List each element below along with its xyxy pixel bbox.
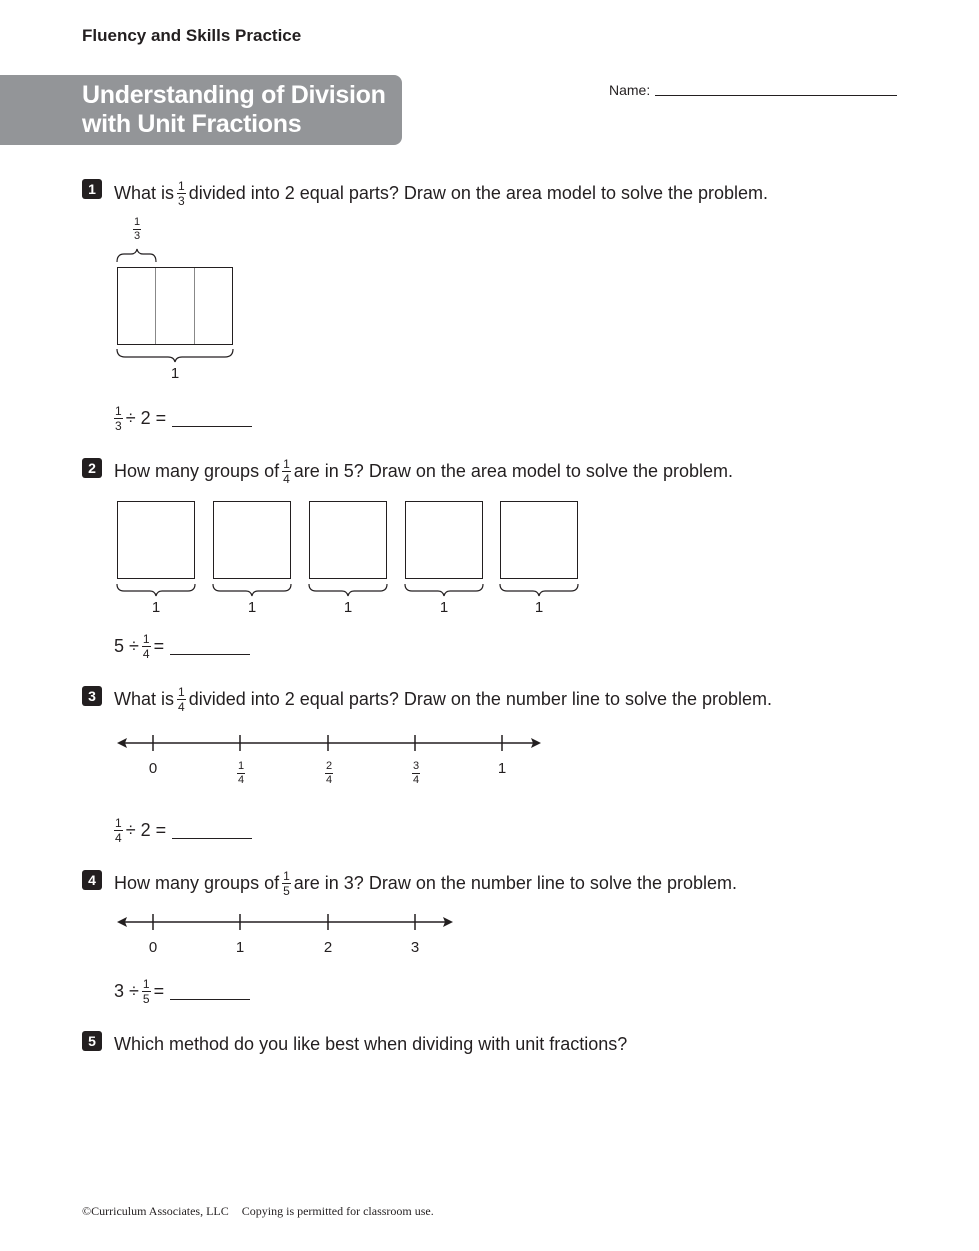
- tick-label-0: 0: [148, 760, 158, 777]
- question-4-text: How many groups of $\frac{1}{5}$ are in 3? Draw on the number line to solve the problem.: [114, 869, 738, 898]
- tick-label-1: 1: [235, 939, 245, 956]
- tick-label-2-4: $\frac{2}{4}$: [326, 760, 333, 786]
- question-3-text: What is $\frac{1}{4}$ divided into 2 equal parts? Draw on the number line to solve the problem.: [114, 685, 773, 714]
- title-line-1: Understanding of Division: [82, 81, 386, 109]
- area-model-bottom-label: 1: [170, 365, 180, 382]
- footer-permission: Copying is permitted for classroom use.: [241, 1204, 434, 1218]
- footer: [82, 1204, 434, 1219]
- tick-label-0: 0: [148, 939, 158, 956]
- question-1-fraction: $\frac{1}{3}$: [178, 179, 185, 208]
- box-label-5: 1: [534, 599, 544, 616]
- tick-label-1: 1: [497, 760, 507, 777]
- question-2-fraction: $\frac{1}{4}$: [283, 457, 290, 486]
- tick-label-3: 3: [410, 939, 420, 956]
- question-5-number: 5: [82, 1031, 102, 1051]
- question-3-fraction: $\frac{1}{4}$: [178, 685, 185, 714]
- section-label: Fluency and Skills Practice: [82, 26, 302, 45]
- question-4-equation: 3 ÷ $\frac{1}{5}$ =: [114, 978, 250, 1005]
- area-model-top-label: $\frac{1}{3}$: [134, 216, 141, 242]
- question-2-number: 2: [82, 458, 102, 478]
- question-2-text: How many groups of $\frac{1}{4}$ are in 5? Draw on the area model to solve the problem.: [114, 457, 734, 486]
- tick-label-1-4: $\frac{1}{4}$: [238, 760, 245, 786]
- title-line-2: with Unit Fractions: [82, 110, 302, 138]
- question-4-fraction: $\frac{1}{5}$: [283, 869, 290, 898]
- box-label-2: 1: [247, 599, 257, 616]
- tick-label-2: 2: [323, 939, 333, 956]
- question-4-number: 4: [82, 870, 102, 890]
- question-3-number: 3: [82, 686, 102, 706]
- footer-copyright: ©Curriculum Associates, LLC: [82, 1204, 229, 1218]
- question-1-equation: $\frac{1}{3}$ ÷ 2 =: [111, 405, 252, 432]
- box-label-4: 1: [439, 599, 449, 616]
- name-label: Name:: [609, 82, 651, 98]
- question-2-equation: 5 ÷ $\frac{1}{4}$ =: [114, 633, 250, 660]
- box-label-1: 1: [151, 599, 161, 616]
- tick-label-3-4: $\frac{3}{4}$: [413, 760, 420, 786]
- answer-blank[interactable]: [170, 983, 250, 1000]
- question-3-equation: $\frac{1}{4}$ ÷ 2 =: [111, 817, 252, 844]
- question-1-number: 1: [82, 179, 102, 199]
- box-label-3: 1: [343, 599, 353, 616]
- question-1-text: What is $\frac{1}{3}$ divided into 2 equal parts? Draw on the area model to solve the problem.: [114, 179, 769, 208]
- question-5-text: Which method do you like best when dividing with unit fractions?: [114, 1034, 628, 1054]
